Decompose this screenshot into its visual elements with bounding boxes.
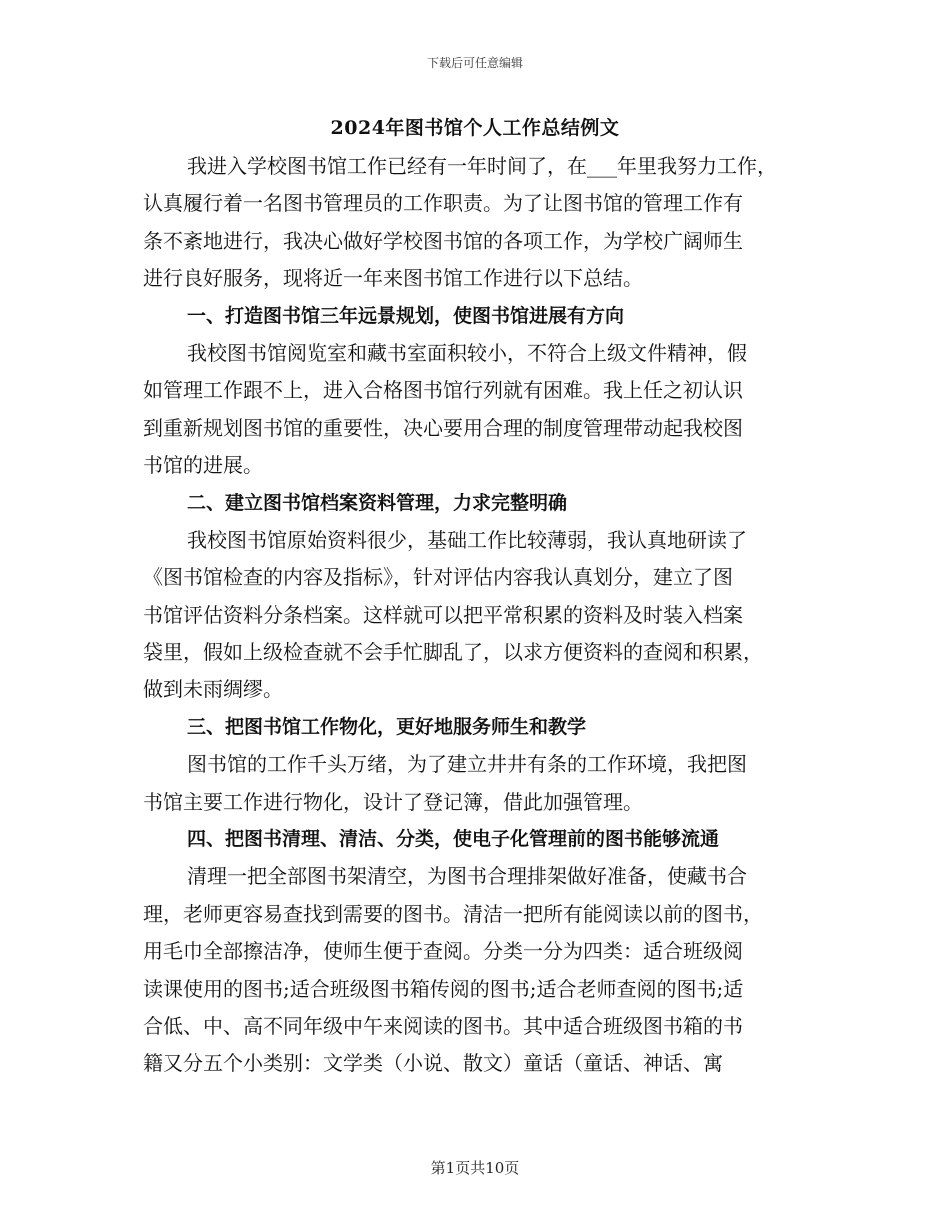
section-heading: 二、建立图书馆档案资料管理，力求完整明确 xyxy=(187,491,568,514)
page-number: 第1页共10页 xyxy=(430,1159,520,1177)
text-line: 书馆的进展。 xyxy=(143,453,263,478)
section-heading: 四、把图书清理、清洁、分类，使电子化管理前的图书能够流通 xyxy=(187,828,720,851)
text-line: 书馆评估资料分条档案。这样就可以把平常积累的资料及时装入档案 xyxy=(143,602,743,627)
text-line: 到重新规划图书馆的重要性，决心要用合理的制度管理带动起我校图 xyxy=(143,415,743,440)
text-line: 理，老师更容易查找到需要的图书。清洁一把所有能阅读以前的图书， xyxy=(143,901,763,926)
text-line: 如管理工作跟不上，进入合格图书馆行列就有困难。我上任之初认识 xyxy=(143,378,743,403)
text-line: 用毛巾全部擦洁净，使师生便于查阅。分类一分为四类：适合班级阅 xyxy=(143,939,743,964)
text-line: 袋里，假如上级检查就不会手忙脚乱了，以求方便资料的查阅和积累， xyxy=(143,640,763,665)
text-line: 我校图书馆原始资料很少，基础工作比较薄弱，我认真地研读了 xyxy=(187,527,747,552)
document-title: 2024年图书馆个人工作总结例文 xyxy=(330,117,620,139)
section-heading: 三、把图书馆工作物化，更好地服务师生和教学 xyxy=(187,715,587,738)
text-line: 认真履行着一名图书管理员的工作职责。为了让图书馆的管理工作有 xyxy=(143,191,743,216)
text-line: 合低、中、高不同年级中午来阅读的图书。其中适合班级图书箱的书 xyxy=(143,1013,743,1038)
text-line: 我进入学校图书馆工作已经有一年时间了，在___年里我努力工作， xyxy=(187,154,777,178)
text-line: 书馆主要工作进行物化，设计了登记簿，借此加强管理。 xyxy=(143,789,643,814)
text-line: 进行良好服务，现将近一年来图书馆工作进行以下总结。 xyxy=(143,266,643,291)
document-body xyxy=(143,148,819,1083)
text-line: 做到未雨绸缪。 xyxy=(143,677,283,702)
text-line: 图书馆的工作千头万绪，为了建立井井有条的工作环境，我把图 xyxy=(187,752,747,777)
text-line: 我校图书馆阅览室和藏书室面积较小，不符合上级文件精神，假 xyxy=(187,340,747,365)
text-line: 条不紊地进行，我决心做好学校图书馆的各项工作，为学校广阔师生 xyxy=(143,228,743,253)
text-line: 籍又分五个小类别：文学类（小说、散文）童话（童话、神话、寓 xyxy=(143,1051,723,1076)
text-line: 《图书馆检查的内容及指标》，针对评估内容我认真划分，建立了图 xyxy=(143,565,733,590)
text-line: 清理一把全部图书架清空，为图书合理排架做好准备，使藏书合 xyxy=(187,864,747,889)
header-note: 下载后可任意编辑 xyxy=(426,56,523,70)
text-line: 读课使用的图书;适合班级图书箱传阅的图书;适合老师查阅的图书;适 xyxy=(143,976,744,1001)
section-heading: 一、打造图书馆三年远景规划，使图书馆进展有方向 xyxy=(187,304,625,327)
